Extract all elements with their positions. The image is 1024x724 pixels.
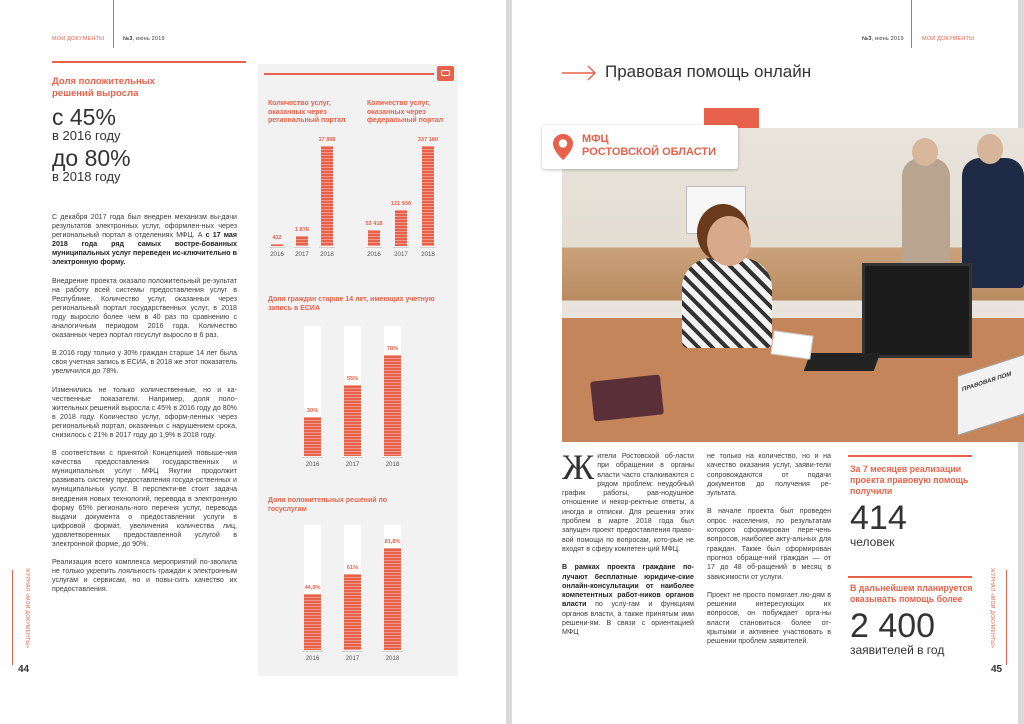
issue-info-left [123,36,165,42]
logo-line-1: МФЦ [582,133,609,145]
chart-4-baseline-2017 [342,651,363,652]
highlight-title: Доля положительных решений выросла [52,76,156,99]
stat-2-title: В дальнейшем планируется оказывать помощь более [850,583,973,604]
standing-man-head [977,134,1003,164]
stat-2-value: 2 400 [850,607,936,645]
chart-3-category-2016: 2016 [305,461,320,468]
monitor [862,263,972,358]
desk-sign: ПРАВОВАЯ ПОМ [957,350,1024,436]
chart-2-category-2017: 2017 [394,251,408,258]
issue-info-right [862,36,904,42]
stat-1-title: За 7 месяцев реализации проекта правовую помощь получили [850,464,969,496]
highlight-block [52,76,242,185]
side-journal-text: ЖУРНАЛ «МОИ ДОКУМЕНТЫ» [24,568,30,649]
infographic-rule [264,73,434,75]
chart-2-category-2016: 2016 [367,251,381,258]
paragraph-2: Внедрение проекта оказало положительный ре-зультат на работу всей системы предоставления услуг в Республике. Количество услуг, оказанных через региональный портал государственных услуг, в 2018 году выросло более чем в 40 раз по сравнению с аналогичным периодом 2016 года. Количество оказанных через портал госуслуг выросло в 6 раз. [52,276,237,340]
seated-woman-head [707,216,751,266]
stat-1-value: 414 [850,499,907,537]
chart-3-value-label-2016: 30% [306,408,319,414]
chart-1-category-2018: 2018 [320,251,334,258]
standing-woman-head [912,138,938,166]
chart-3-value-label-2017: 55% [346,375,359,382]
chart-1-bar-2016 [271,244,283,246]
issue-number: №3 [123,36,133,42]
office-photo [562,128,1024,442]
chart-2-bar-2018 [422,146,434,246]
chart-2-baseline-2017 [393,247,409,248]
chart-1-category-2017: 2017 [295,251,309,258]
chart-4-category-2016: 2016 [305,655,320,662]
chart-4-bar-2018 [384,548,401,650]
chart-1-baseline-2017 [294,247,310,248]
left-body-text [52,213,237,603]
chart-4-baseline-2018 [382,651,403,652]
paragraph-5: В соответствии с принятой Концепцией повыше-ния качества предоставления государственных и муниципальных услуг МФЦ Якутии продолжит развивать систему предоставления госуда-рственных и муниципальных услуг. В перспекти-ве стоит задача внедрения новых технологий, перевода в электронную форму 65% региональ-ного перечня услуг, перевода выдачи документа о предоставлении услуги в цифровой формат, увеличения количества лиц, удовлетворенных предоставленной услугой в электронной форме, до 90%. [52,449,237,548]
chart-4-value-label-2018: 81,8% [384,538,401,545]
chart-4-value-label-2016: 44,9% [304,584,321,591]
side-divider-right [1006,570,1007,665]
chart-4-title: Доля положительных решений по госуслугам [268,497,388,513]
chart-3-baseline-2018 [382,457,403,458]
standing-woman [902,158,950,278]
col2-paragraph-1: не только на количество, но и на качество оказания услуг, заяви-тели сопровождаются от подачи документов до получения ре-зультата. [707,452,831,498]
col1-paragraph-2 [562,563,694,637]
paragraph-3: В 2016 году только у 30% граждан старше 14 лет была своя учетная запись в ЕСИА, в 2018 же этот показатель увеличился до 78%. [52,349,237,376]
paragraph-1-text: С декабря 2017 года был внедрен механизм вы-дачи результатов электронных услуг, оформлен-ных через региональный портал в отделениях МФЦ. А [52,213,237,240]
chart-2-bar-2017 [395,210,407,246]
mfc-logo-card [542,125,738,169]
chart-3-title: Доля граждан старше 14 лет, имеющих учетную запись в ЕСИА [268,296,435,312]
chart-1-bar-2018 [321,146,333,246]
running-header-right [922,36,974,42]
header-divider [113,0,114,48]
chart-1-value-label-2016: 412 [272,234,282,241]
chart-4-value-label-2017: 61% [346,564,359,571]
chart-1-baseline-2018 [319,247,335,248]
chart-2-value-label-2017: 121 930 [390,200,412,207]
logo-line-2: РОСТОВСКОЙ ОБЛАСТИ [582,146,716,158]
paragraph-4: Изменились не только количественные, но и ка-чественные показатели. Например, доля поло-жительных решений выросла с 45% в 2016 году до 80% в 2018 году. Количество услуг, оформ-ленных через региональный портал, оказанных с нарушением срока, снизилось с 21% в 2017 году до 1,9% в 2018 году. [52,385,237,439]
highlight-sub-1: в 2016 году [52,128,121,143]
col2-paragraph-3: Проект не просто помогает лю-дям в решении интересующих их вопросов, он побуждает орга-ны власти становиться более от-крытыми и активнее участвовать в решении проблем заявителей. [707,590,831,646]
header-section: МОИ ДОКУМЕНТЫ [52,36,105,42]
header-divider-right [911,0,912,48]
right-col-2 [707,452,831,656]
chart-2-value-label-2016: 53 418 [365,221,383,228]
stat-1-unit: человек [850,535,895,549]
issue-date: , июнь 2019 [132,36,165,42]
paragraph-1-bold: с 17 мая 2018 года ряд самых востре-бованных муниципальных услуг переведен ис-ключительно в электронную форму. [52,231,237,267]
chart-2-bar-2016 [368,230,380,246]
speech-bubble-icon [437,66,454,81]
drop-cap: Ж [562,447,595,487]
running-header-left [52,36,104,42]
location-pin-icon [552,133,574,161]
col1-paragraph-1-text: ители Ростовской об-ласти при обращении в органы власти часто сталкиваются с рядом проблем: неудобный график работы, рав-нодушное отношение и некор-ректные ответы, а иногда и отписки. Для решения этих проблем в марте 2018 года был запущен проект предоставления право-вой помощи по вопросам, кото-рые не входят в сферу компетен-ций МФЦ. [562,452,694,553]
header-section-right: МОИ ДОКУМЕНТЫ [922,36,975,42]
side-journal-text-right: ЖУРНАЛ «МОИ ДОКУМЕНТЫ» [989,568,995,649]
highlight-sub-2: в 2018 году [52,169,121,185]
right-col-1 [562,447,694,647]
chart-4-baseline-2016 [302,651,323,652]
paragraph-1 [52,213,237,268]
stat-2 [850,583,990,657]
chart-1-title: Количество услуг, оказанных через региональный портал [268,100,346,124]
chart-3-bar-2016 [304,417,321,456]
page-number-left: 44 [18,664,30,675]
chart-3-bar-2018 [384,355,401,456]
chart-4-category-2017: 2017 [345,655,360,662]
issue-date-right: , июнь 2019 [871,36,904,42]
keyboard [804,353,881,371]
stat-2-rule [848,576,972,578]
chart-3-baseline-2016 [302,457,323,458]
chart-4-bar-2017 [344,574,361,650]
chart-2-category-2018: 2018 [421,251,435,258]
chart-1-value-label-2018: 17 898 [318,137,336,143]
chart-1-baseline-2016 [269,247,285,248]
col1-paragraph-2-bold: В рамках проекта граждане по-лучают бесплатные юридиче-ские онлайн-консультации от наиболее компетентных работ-ников органов власти [562,563,694,609]
paragraph-6: Реализация всего комплекса мероприятий по-зволила не только укрепить лояльность граждан к электронным услугам и сервисам, но и повы-сить качество их предоставления. [52,558,237,594]
chart-3-category-2017: 2017 [345,461,360,468]
col1-paragraph-1 [562,447,694,554]
issue-number-right: №3 [862,36,872,42]
side-divider [12,570,13,665]
chart-2-baseline-2018 [420,247,436,248]
highlight-rule [52,61,246,63]
chart-3-value-label-2018: 78% [386,345,399,352]
chart-1-bar-2017 [296,236,308,246]
stat-1 [850,464,980,549]
col1-paragraph-2-text: по услу-гам и функциям органов власти, а также принятым ими решени-ям. В связи с ориентацией МФЦ [562,600,694,637]
chart-3-category-2018: 2018 [385,461,400,468]
chart-3-bar-2017 [344,385,361,457]
stat-2-unit: заявителей в год [850,643,945,657]
page-number-right: 45 [991,664,1003,675]
chart-1-value-label-2017: 1 878 [295,226,309,233]
chart-2-baseline-2016 [366,247,382,248]
chart-4-bar-2016 [304,594,321,650]
highlight-big-2: до 80% [52,145,131,172]
col2-paragraph-2: В начале проекта был проведен опрос населения, по результатам которого сформирован пере-чень вопросов, наиболее акту-альных для граждан. Также был сформирован прогноз обраще-ний граждан — от 17 до 48 об-ращений в месяц в зависимости от услуги. [707,507,831,581]
stat-1-rule [848,455,972,457]
highlight-big-1: с 45% [52,104,116,130]
chart-2-value-label-2018: 337 180 [417,137,439,143]
chart-1-category-2016: 2016 [270,251,284,258]
chart-2-title: Количество услуг, оказанных через федеральный портал [367,100,444,124]
arrow-right-icon [562,65,598,81]
seated-woman [682,258,772,348]
article-title: Правовая помощь онлайн [605,62,812,81]
chart-4-category-2018: 2018 [385,655,400,662]
folder [590,374,664,421]
chart-3-baseline-2017 [342,457,363,458]
